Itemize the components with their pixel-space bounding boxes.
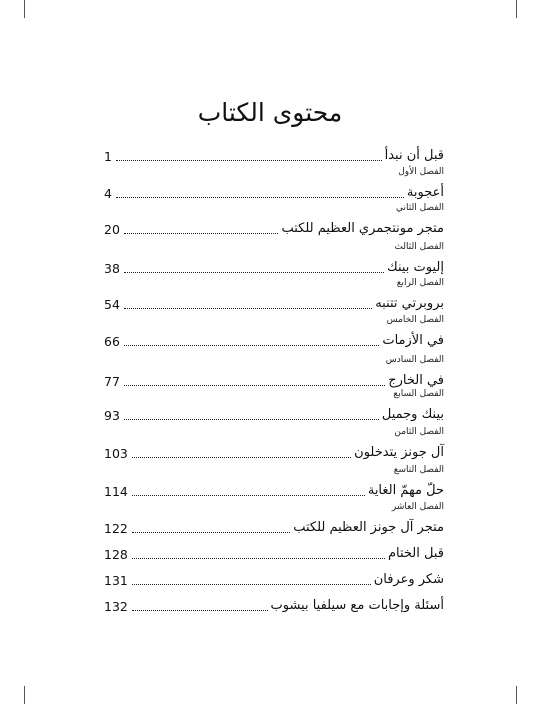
entry-title: متجر آل جونز العظيم للكتب bbox=[293, 520, 444, 535]
toc-entry[interactable] bbox=[104, 570, 444, 588]
page-number: 77 bbox=[104, 374, 120, 389]
entry-title: آل جونز يتدخلون bbox=[354, 445, 444, 460]
dot-leader bbox=[124, 271, 384, 273]
dot-leader bbox=[124, 418, 379, 420]
entry-title: إليوت بينك bbox=[386, 260, 444, 275]
page-title: محتوى الكتاب bbox=[197, 98, 343, 127]
page-number: 66 bbox=[104, 334, 120, 349]
toc-entry[interactable] bbox=[104, 146, 444, 164]
toc-entry[interactable] bbox=[104, 258, 444, 276]
entry-title: في الخارج bbox=[388, 373, 444, 388]
dot-leader bbox=[132, 456, 351, 458]
dot-leader bbox=[132, 609, 268, 611]
dot-leader bbox=[132, 494, 365, 496]
crop-mark-top-right bbox=[516, 0, 517, 18]
entry-title: قبل الختام bbox=[387, 546, 444, 561]
chapter-label: الفصل التاسع bbox=[393, 465, 444, 475]
page-number: 131 bbox=[104, 573, 128, 588]
chapter-label: الفصل الخامس bbox=[386, 315, 444, 325]
chapter-label: الفصل الثاني bbox=[396, 203, 444, 213]
entry-title: شكر وعرفان bbox=[373, 572, 444, 587]
entry-title: أعجوبة bbox=[406, 185, 444, 200]
crop-mark-bottom-left bbox=[24, 686, 25, 704]
dot-leader bbox=[124, 307, 372, 309]
page-number: 114 bbox=[104, 484, 128, 499]
chapter-label: الفصل السادس bbox=[385, 355, 444, 365]
toc-entry[interactable] bbox=[104, 183, 444, 201]
page-number: 93 bbox=[104, 408, 120, 423]
crop-mark-top-left bbox=[24, 0, 25, 18]
dot-leader bbox=[124, 232, 279, 234]
toc-entry[interactable] bbox=[104, 544, 444, 562]
toc-entry[interactable] bbox=[104, 371, 444, 389]
chapter-label: الفصل الرابع bbox=[396, 278, 444, 288]
page-number: 122 bbox=[104, 521, 128, 536]
toc-entry[interactable] bbox=[104, 481, 444, 499]
entry-title: أسئلة وإجابات مع سيلفيا بيشوب bbox=[270, 598, 444, 613]
page-number: 103 bbox=[104, 446, 128, 461]
chapter-label: الفصل السابع bbox=[393, 389, 444, 399]
dot-leader bbox=[132, 557, 385, 559]
toc-entry[interactable] bbox=[104, 219, 444, 237]
entry-title: بروبرتي تتنبه bbox=[375, 296, 444, 311]
dot-leader bbox=[132, 531, 290, 533]
chapter-label: الفصل الثامن bbox=[394, 427, 444, 437]
page-number: 132 bbox=[104, 599, 128, 614]
page-number: 4 bbox=[104, 186, 112, 201]
entry-title: قبل أن نبدأ bbox=[384, 148, 444, 163]
entry-title: في الأزمات bbox=[382, 333, 444, 348]
chapter-label: الفصل الأول bbox=[398, 167, 444, 177]
dot-leader bbox=[132, 583, 371, 585]
toc-entry[interactable] bbox=[104, 331, 444, 349]
entry-title: بينك وجميل bbox=[381, 407, 444, 422]
dot-leader bbox=[116, 196, 404, 198]
toc-entry[interactable] bbox=[104, 518, 444, 536]
entry-title: متجر مونتجمري العظيم للكتب bbox=[281, 221, 444, 236]
chapter-label: الفصل العاشر bbox=[391, 502, 444, 512]
page-number: 128 bbox=[104, 547, 128, 562]
page-number: 38 bbox=[104, 261, 120, 276]
page-number: 1 bbox=[104, 149, 112, 164]
page-number: 20 bbox=[104, 222, 120, 237]
toc-entry[interactable] bbox=[104, 443, 444, 461]
chapter-label: الفصل الثالث bbox=[394, 242, 444, 252]
crop-mark-bottom-right bbox=[516, 686, 517, 704]
toc-entry[interactable] bbox=[104, 596, 444, 614]
toc-entry[interactable] bbox=[104, 294, 444, 312]
dot-leader bbox=[124, 384, 385, 386]
entry-title: حلّ مهمّ الغاية bbox=[367, 483, 444, 498]
toc-entry[interactable] bbox=[104, 405, 444, 423]
dot-leader bbox=[116, 159, 382, 161]
dot-leader bbox=[124, 344, 379, 346]
page-number: 54 bbox=[104, 297, 120, 312]
